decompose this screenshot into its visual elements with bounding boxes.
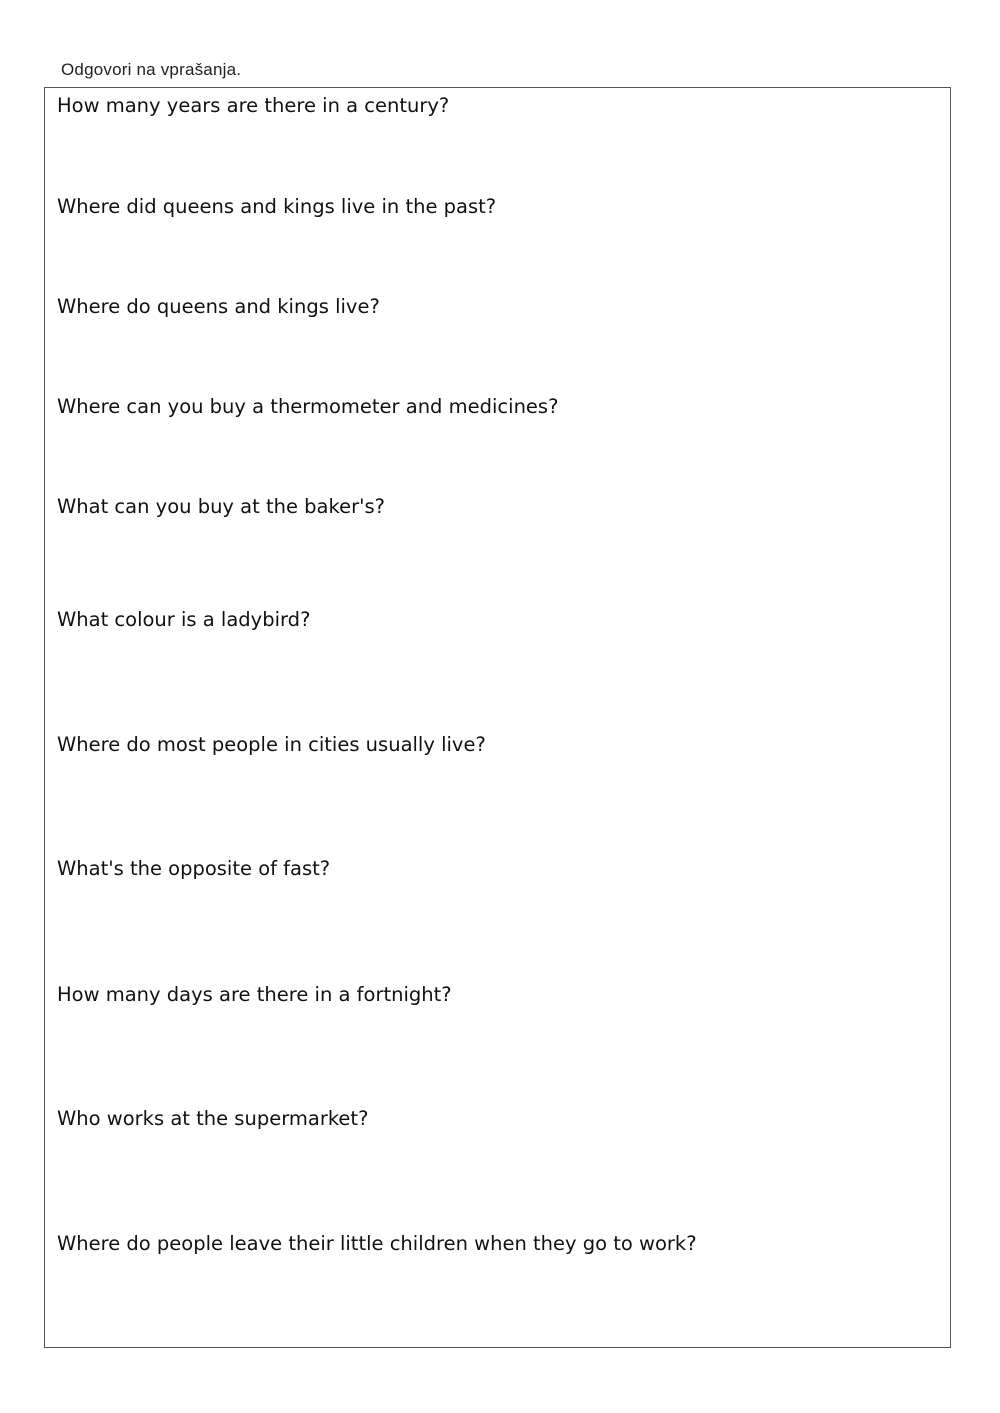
question-11: Where do people leave their little children when they go to work? bbox=[57, 1232, 697, 1255]
answer-area-2[interactable] bbox=[57, 226, 937, 266]
question-9: How many days are there in a fortnight? bbox=[57, 983, 452, 1006]
question-2: Where did queens and kings live in the past? bbox=[57, 195, 497, 218]
answer-area-7[interactable] bbox=[57, 764, 937, 804]
answer-area-5[interactable] bbox=[57, 526, 937, 566]
answer-area-3[interactable] bbox=[57, 326, 937, 366]
question-3: Where do queens and kings live? bbox=[57, 295, 380, 318]
question-6: What colour is a ladybird? bbox=[57, 608, 311, 631]
answer-area-1[interactable] bbox=[57, 125, 937, 165]
question-8: What's the opposite of fast? bbox=[57, 857, 331, 880]
instruction-text: Odgovori na vprašanja. bbox=[61, 60, 242, 79]
question-5: What can you buy at the baker's? bbox=[57, 495, 385, 518]
answer-area-9[interactable] bbox=[57, 1014, 937, 1054]
answer-area-6[interactable] bbox=[57, 639, 937, 679]
answer-area-4[interactable] bbox=[57, 426, 937, 466]
answer-area-8[interactable] bbox=[57, 888, 937, 928]
question-1: How many years are there in a century? bbox=[57, 94, 450, 117]
question-4: Where can you buy a thermometer and medicines? bbox=[57, 395, 559, 418]
answer-area-11[interactable] bbox=[57, 1263, 937, 1303]
answer-area-10[interactable] bbox=[57, 1138, 937, 1178]
question-10: Who works at the supermarket? bbox=[57, 1107, 369, 1130]
question-7: Where do most people in cities usually live? bbox=[57, 733, 486, 756]
